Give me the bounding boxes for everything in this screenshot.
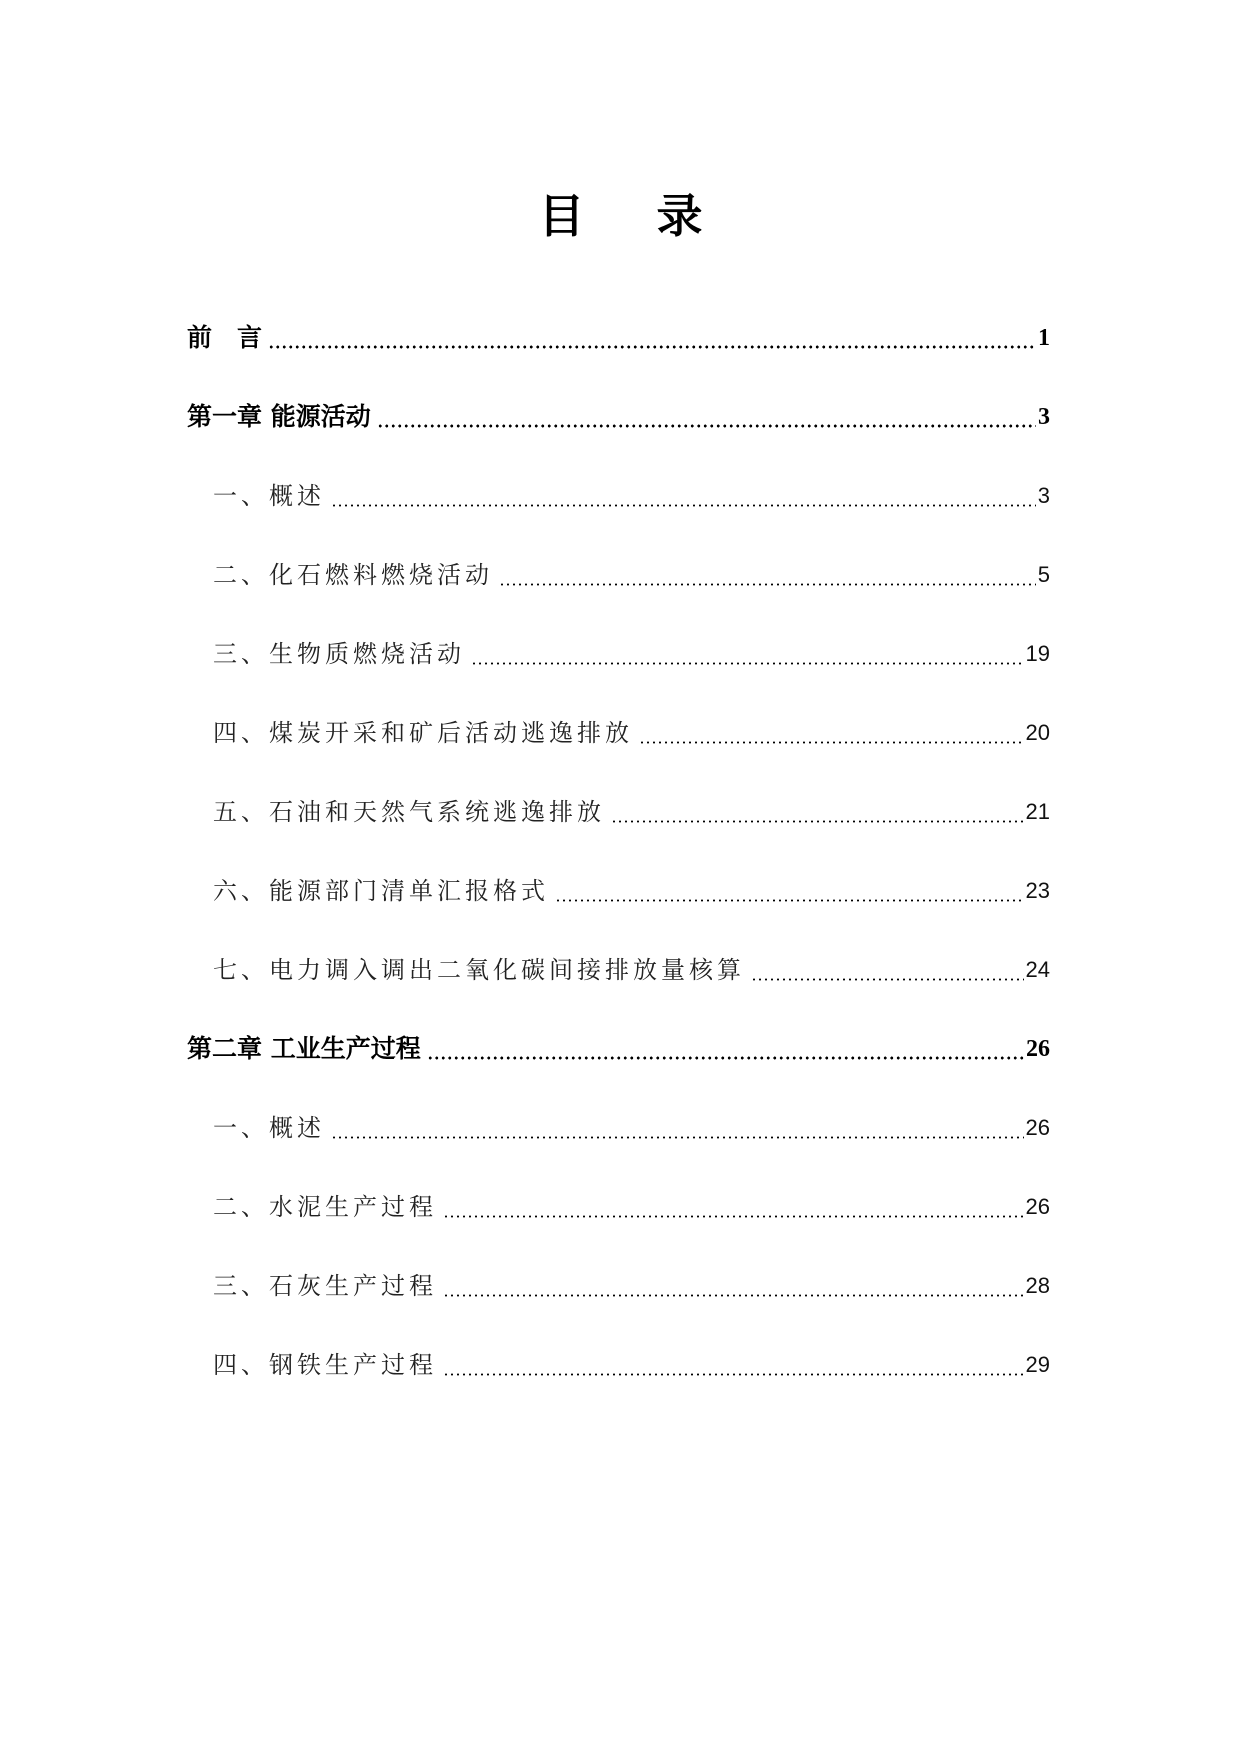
dot-leader	[499, 583, 1036, 586]
dot-leader	[639, 741, 1024, 744]
toc-entry-page-number: 28	[1025, 1273, 1050, 1298]
toc-entry-section[interactable]	[187, 871, 1050, 911]
toc-entry-page-number: 1	[1038, 325, 1050, 351]
toc-entry-label: 三、石灰生产过程	[213, 1272, 437, 1300]
toc-entry-label: 四、钢铁生产过程	[213, 1351, 437, 1379]
toc-entry-label: 五、石油和天然气系统逃逸排放	[213, 798, 605, 826]
toc-entry-label: 二、水泥生产过程	[213, 1193, 437, 1221]
dot-leader	[331, 504, 1036, 507]
toc-entry-section[interactable]	[187, 634, 1050, 674]
toc-entry-page-number: 5	[1037, 562, 1050, 587]
toc-entry-section[interactable]	[187, 1266, 1050, 1306]
toc-entry-page-number: 19	[1025, 641, 1050, 666]
toc-entry-page-number: 21	[1025, 799, 1050, 824]
toc-entry-section[interactable]	[187, 792, 1050, 832]
toc-entry-chapter-2[interactable]	[187, 1029, 1050, 1069]
toc-entry-page-number: 26	[1026, 1036, 1050, 1062]
toc-entry-section[interactable]	[187, 1187, 1050, 1227]
dot-leader	[268, 345, 1036, 349]
toc-entry-label: 七、电力调入调出二氧化碳间接排放量核算	[213, 956, 745, 984]
dot-leader	[443, 1373, 1024, 1376]
page-title: 目 录	[538, 189, 731, 243]
toc-entry-page-number: 26	[1025, 1194, 1050, 1219]
toc-entry-chapter-1[interactable]	[187, 397, 1050, 437]
toc-entry-section[interactable]	[187, 555, 1050, 595]
toc-entry-page-number: 26	[1025, 1115, 1050, 1140]
toc-entry-label: 六、能源部门清单汇报格式	[213, 877, 549, 905]
dot-leader	[377, 424, 1036, 428]
dot-leader	[471, 662, 1024, 665]
toc-entry-preface[interactable]	[187, 318, 1050, 358]
dot-leader	[751, 978, 1024, 981]
dot-leader	[443, 1215, 1024, 1218]
toc-entry-label: 二、化石燃料燃烧活动	[213, 561, 493, 589]
toc-entry-page-number: 3	[1037, 483, 1050, 508]
toc-entry-section[interactable]	[187, 950, 1050, 990]
toc-entry-page-number: 20	[1025, 720, 1050, 745]
toc-entry-page-number: 23	[1025, 878, 1050, 903]
toc-entry-section[interactable]	[187, 476, 1050, 516]
dot-leader	[611, 820, 1024, 823]
dot-leader	[443, 1294, 1024, 1297]
toc-entry-label: 前 言	[187, 323, 263, 352]
dot-leader	[427, 1056, 1024, 1060]
toc-entry-page-number: 29	[1025, 1352, 1050, 1377]
dot-leader	[555, 899, 1024, 902]
toc-entry-page-number: 24	[1025, 957, 1050, 982]
dot-leader	[331, 1136, 1024, 1139]
toc-entry-label: 一、概述	[213, 1114, 325, 1142]
toc-entry-label: 三、生物质燃烧活动	[213, 640, 465, 668]
toc-entry-label: 第二章 工业生产过程	[187, 1034, 421, 1063]
toc-entry-section[interactable]	[187, 1345, 1050, 1385]
toc-entry-label: 一、概述	[213, 482, 325, 510]
toc-entry-section[interactable]	[187, 713, 1050, 753]
toc-entry-page-number: 3	[1038, 404, 1050, 430]
toc-entry-section[interactable]	[187, 1108, 1050, 1148]
toc-entry-label: 第一章 能源活动	[187, 402, 371, 431]
toc-entry-label: 四、煤炭开采和矿后活动逃逸排放	[213, 719, 633, 747]
